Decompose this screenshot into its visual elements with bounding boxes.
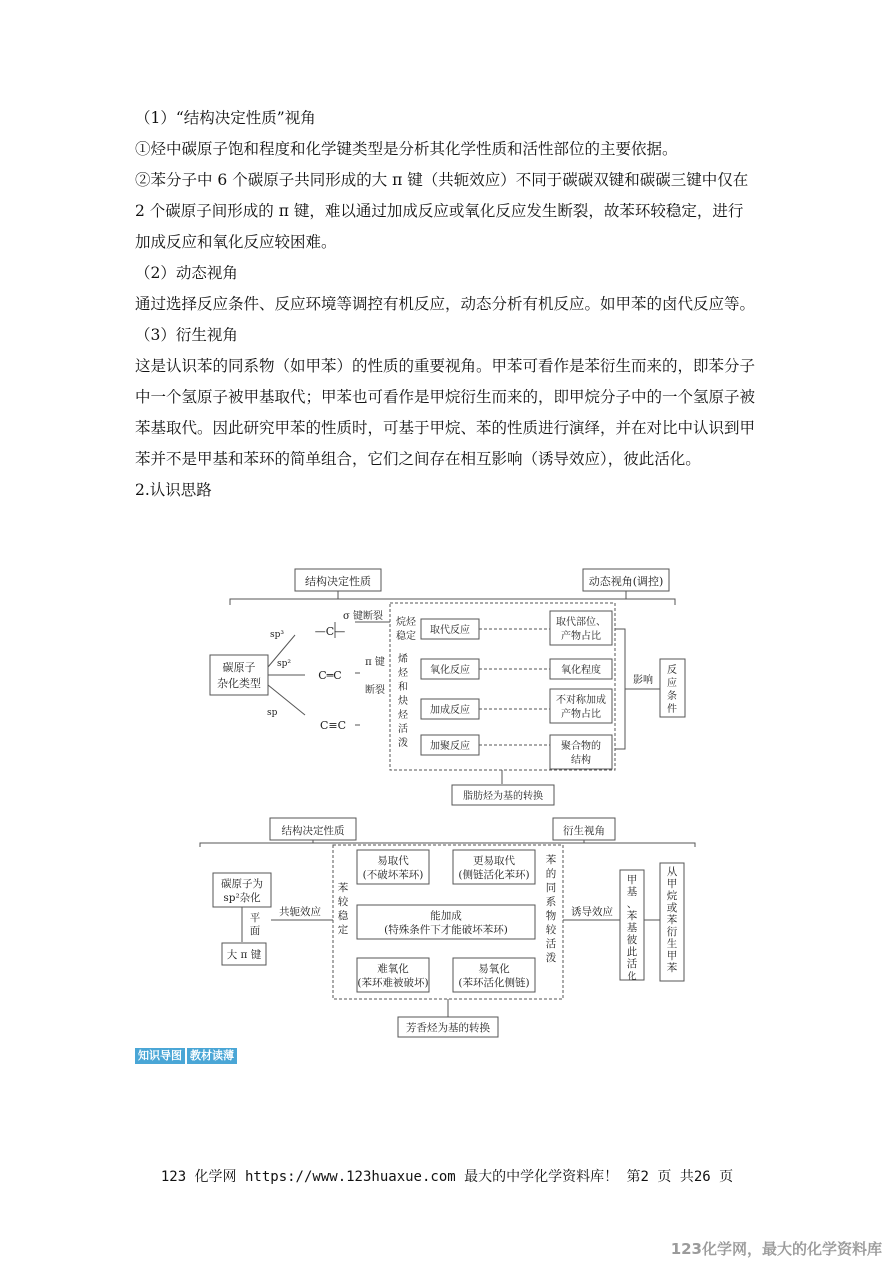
svg-text:影响: 影响 bbox=[633, 675, 653, 686]
svg-text:C═C: C═C bbox=[318, 669, 342, 682]
page-footer: 123 化学网 https://www.123huaxue.com 最大的中学化学资料库！ 第2 页 共26 页 bbox=[160, 1169, 734, 1185]
svg-text:烷烃: 烷烃 bbox=[396, 617, 416, 628]
svg-text:衍生视角: 衍生视角 bbox=[563, 825, 605, 837]
svg-text:衍: 衍 bbox=[666, 926, 678, 938]
svg-text:sp³: sp³ bbox=[270, 630, 284, 640]
paragraph-4: 这是认识苯的同系物（如甲苯）的性质的重要视角。甲苯可看作是苯衍生而来的，即苯分子中一个氢原子被甲基取代；甲苯也可看作是甲烷衍生而来的，即甲烷分子中的一个氢原子被苯基取代。因此研究甲苯的性质时，可基于甲烷、苯的性质进行演绎，并在对比中认识到甲苯并不是甲基和苯环的简单组合，它们之间存在相互影响（诱导效应），彼此活化。 bbox=[135, 357, 756, 468]
svg-text:结构决定性质: 结构决定性质 bbox=[305, 575, 371, 588]
svg-text:芳香烃为基的转换: 芳香烃为基的转换 bbox=[406, 1022, 490, 1034]
svg-text:(不破坏苯环): (不破坏苯环) bbox=[362, 869, 424, 881]
svg-text:sp²: sp² bbox=[277, 659, 291, 669]
svg-text:或: 或 bbox=[666, 902, 678, 914]
heading-thinking: 2.认识思路 bbox=[135, 481, 212, 499]
badge-textbook: 教材读薄 bbox=[187, 1048, 237, 1064]
svg-text:活: 活 bbox=[626, 958, 638, 970]
svg-text:π 键: π 键 bbox=[365, 657, 385, 668]
svg-text:从: 从 bbox=[666, 866, 678, 878]
svg-text:脂肪烃为基的转换: 脂肪烃为基的转换 bbox=[463, 791, 543, 802]
svg-text:活: 活 bbox=[545, 938, 557, 950]
svg-text:碳原子: 碳原子 bbox=[222, 661, 256, 674]
svg-text:基: 基 bbox=[626, 922, 638, 934]
svg-text:易取代: 易取代 bbox=[377, 855, 409, 867]
svg-text:泼: 泼 bbox=[545, 952, 557, 964]
svg-text:甲: 甲 bbox=[666, 878, 678, 890]
svg-text:不对称加成: 不对称加成 bbox=[556, 695, 606, 706]
svg-text:烃: 烃 bbox=[398, 710, 408, 721]
body-text bbox=[135, 103, 755, 506]
svg-text:氧化反应: 氧化反应 bbox=[430, 665, 470, 676]
svg-text:定: 定 bbox=[337, 924, 349, 936]
svg-text:—C—: —C— bbox=[314, 625, 346, 638]
svg-text:氧化程度: 氧化程度 bbox=[561, 665, 601, 676]
svg-text:C≡C: C≡C bbox=[319, 719, 347, 732]
paragraph-2: ②苯分子中 6 个碳原子共同形成的大 π 键（共轭效应）不同于碳碳双键和碳碳三键中仅在 2 个碳原子间形成的 π 键，难以通过加成反应或氧化反应发生断裂，故苯环较稳定，进行加成反应和氧化反应较困难。 bbox=[135, 171, 749, 251]
svg-text:碳原子为: 碳原子为 bbox=[221, 878, 263, 890]
watermark: 123化学网，最大的化学资料库 bbox=[670, 1240, 882, 1258]
svg-text:稳: 稳 bbox=[337, 910, 349, 922]
svg-text:系: 系 bbox=[545, 896, 557, 908]
svg-text:加聚反应: 加聚反应 bbox=[430, 741, 470, 752]
paragraph-3: 通过选择反应条件、反应环境等调控有机反应，动态分析有机反应。如甲苯的卤代反应等。 bbox=[135, 295, 756, 313]
svg-text:烯: 烯 bbox=[398, 654, 408, 665]
svg-text:、: 、 bbox=[626, 898, 638, 910]
svg-text:共轭效应: 共轭效应 bbox=[279, 906, 321, 918]
heading-derivative: （3）衍生视角 bbox=[135, 326, 238, 344]
svg-text:产物占比: 产物占比 bbox=[561, 631, 601, 642]
svg-text:更易取代: 更易取代 bbox=[473, 855, 515, 867]
svg-text:结构: 结构 bbox=[571, 755, 591, 766]
svg-text:结构决定性质: 结构决定性质 bbox=[281, 825, 345, 837]
paragraph-1: ①烃中碳原子饱和程度和化学键类型是分析其化学性质和活性部位的主要依据。 bbox=[135, 140, 678, 158]
svg-text:(苯环活化侧链): (苯环活化侧链) bbox=[458, 977, 530, 989]
svg-text:泼: 泼 bbox=[398, 738, 408, 749]
heading-dynamic: （2）动态视角 bbox=[135, 264, 238, 282]
svg-text:能加成: 能加成 bbox=[430, 910, 462, 922]
heading-structure: （1）“结构决定性质”视角 bbox=[135, 109, 316, 127]
section-badge bbox=[135, 1048, 237, 1064]
diagram-aromatic bbox=[195, 815, 715, 1045]
svg-text:生: 生 bbox=[666, 938, 678, 950]
svg-text:大 π 键: 大 π 键 bbox=[226, 949, 262, 961]
svg-text:苯: 苯 bbox=[666, 962, 678, 974]
svg-text:苯: 苯 bbox=[666, 914, 678, 926]
svg-text:基: 基 bbox=[626, 886, 638, 898]
svg-text:彼: 彼 bbox=[626, 934, 638, 946]
svg-text:化: 化 bbox=[627, 972, 637, 982]
badge-knowledge-map: 知识导图 bbox=[135, 1048, 185, 1064]
svg-text:取代部位、: 取代部位、 bbox=[556, 617, 606, 628]
svg-text:反: 反 bbox=[667, 665, 677, 676]
svg-text:同: 同 bbox=[545, 882, 557, 894]
svg-text:应: 应 bbox=[667, 678, 677, 689]
svg-text:难氧化: 难氧化 bbox=[377, 963, 409, 975]
svg-text:杂化类型: 杂化类型 bbox=[217, 677, 261, 690]
svg-text:苯: 苯 bbox=[626, 910, 638, 922]
svg-text:σ 键断裂: σ 键断裂 bbox=[342, 611, 384, 622]
svg-text:sp: sp bbox=[267, 708, 278, 718]
svg-text:件: 件 bbox=[667, 704, 677, 715]
svg-text:稳定: 稳定 bbox=[396, 631, 416, 642]
svg-text:的: 的 bbox=[545, 868, 557, 880]
svg-text:(特殊条件下才能破坏苯环): (特殊条件下才能破坏苯环) bbox=[384, 924, 508, 936]
svg-text:聚合物的: 聚合物的 bbox=[561, 741, 601, 752]
svg-text:sp²杂化: sp²杂化 bbox=[223, 892, 261, 904]
svg-text:甲: 甲 bbox=[666, 950, 678, 962]
svg-text:(苯环难被破坏): (苯环难被破坏) bbox=[357, 977, 429, 989]
svg-text:甲: 甲 bbox=[626, 874, 638, 886]
svg-text:炔: 炔 bbox=[398, 696, 408, 707]
svg-text:此: 此 bbox=[626, 946, 638, 958]
svg-text:平: 平 bbox=[249, 912, 261, 924]
svg-text:苯: 苯 bbox=[545, 854, 557, 866]
svg-text:加成反应: 加成反应 bbox=[430, 705, 470, 716]
svg-text:条: 条 bbox=[667, 691, 677, 702]
svg-text:较: 较 bbox=[545, 924, 557, 936]
svg-text:诱导效应: 诱导效应 bbox=[571, 906, 613, 918]
diagram-aliphatic bbox=[195, 565, 715, 810]
svg-text:和: 和 bbox=[398, 682, 408, 693]
svg-text:取代反应: 取代反应 bbox=[430, 625, 470, 636]
svg-text:烃: 烃 bbox=[398, 668, 408, 679]
svg-text:烷: 烷 bbox=[666, 890, 678, 902]
svg-text:断裂: 断裂 bbox=[365, 685, 385, 696]
svg-text:面: 面 bbox=[249, 925, 261, 937]
svg-text:较: 较 bbox=[337, 896, 349, 908]
svg-text:产物占比: 产物占比 bbox=[561, 709, 601, 720]
svg-text:(侧链活化苯环): (侧链活化苯环) bbox=[458, 869, 530, 881]
svg-text:物: 物 bbox=[545, 910, 557, 922]
svg-text:易氧化: 易氧化 bbox=[478, 963, 510, 975]
svg-text:苯: 苯 bbox=[337, 882, 349, 894]
svg-text:动态视角(调控): 动态视角(调控) bbox=[588, 575, 664, 588]
svg-text:活: 活 bbox=[398, 724, 408, 735]
